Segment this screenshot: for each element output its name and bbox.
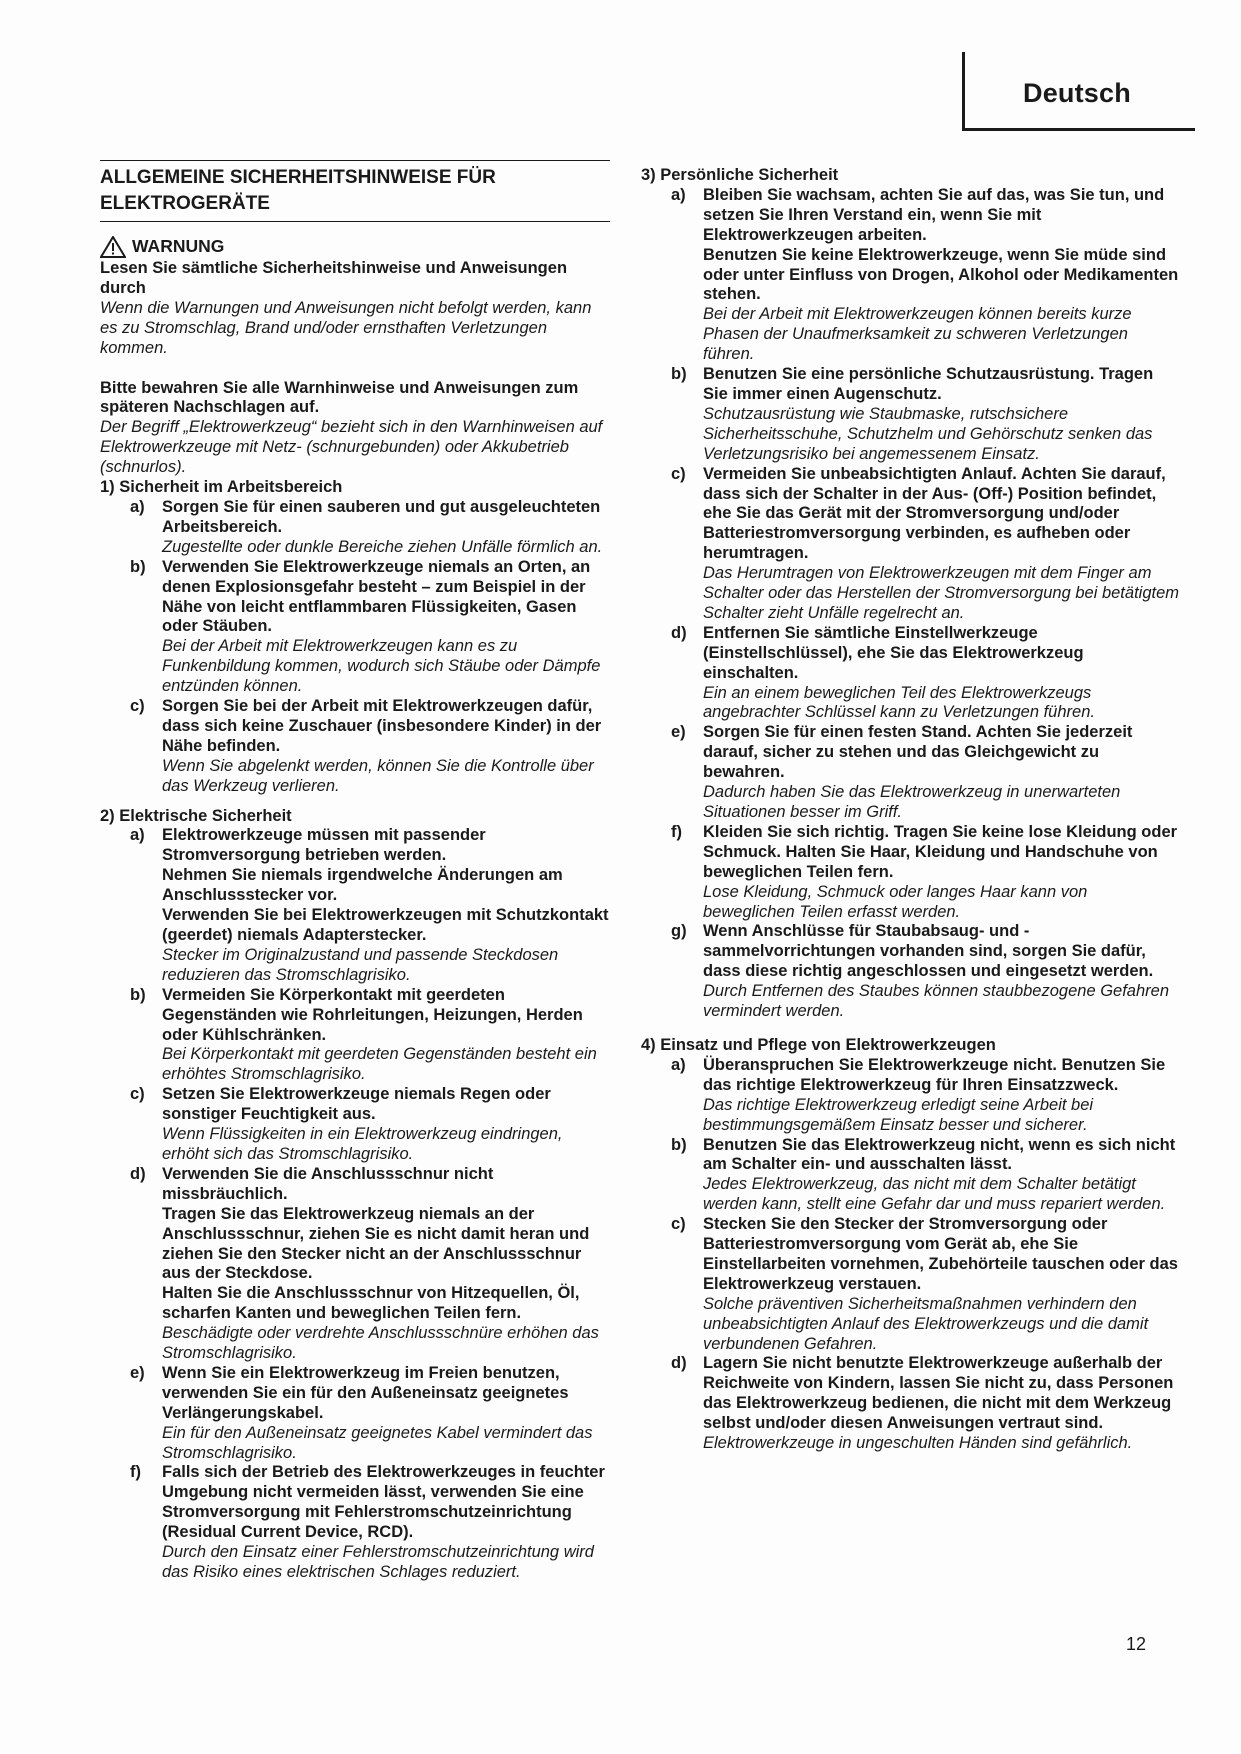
item-bold: Sorgen Sie für einen sauberen und gut ausgeleuchteten Arbeitsbereich. [162,497,601,536]
item-bold: Benutzen Sie eine persönliche Schutzausrüstung. Tragen Sie immer einen Augenschutz. [703,365,1154,403]
item-bold: Wenn Anschlüsse für Staubabsaug- und -sammelvorrichtungen vorhanden sind, sorgen Sie dafür, dass diese richtig angeschlossen und eingesetzt werden. [703,922,1154,981]
item-label: c) [671,464,686,483]
list-item [671,1354,1179,1454]
item-bold: Elektrowerkzeuge müssen mit passender Stromversorgung betrieben werden. [162,826,486,865]
item-italic: Das richtige Elektrowerkzeug erledigt seine Arbeit bei bestimmungsgemäßem Einsatz besser und sicherer. [703,1095,1094,1134]
item-bold: Überanspruchen Sie Elektrowerkzeuge nicht. Benutzen Sie das richtige Elektrowerkzeug für Ihren Einsatzzweck. [703,1055,1166,1094]
list-item [671,1215,1179,1354]
language-label: Deutsch [1023,78,1131,108]
item-label: b) [671,1135,687,1154]
item-bold: Wenn Sie ein Elektrowerkzeug im Freien benutzen, verwenden Sie ein für den Außeneinsatz geeignetes Verlängerungskabel. [162,1363,569,1422]
warning-triangle-icon [100,236,126,258]
title-line-1: ALLGEMEINE SICHERHEITSHINWEISE FÜR [100,167,496,188]
definition-text: Der Begriff „Elektrowerkzeug“ bezieht sich in den Warnhinweisen auf Elektrowerkzeuge mit Netz- (schnurgebunden) oder Akkubetrieb (schnurlos). [100,418,603,477]
item-label: d) [671,623,687,642]
item-italic: Wenn Flüssigkeiten in ein Elektrowerkzeug eindringen, erhöht sich das Stromschlagrisiko. [162,1125,563,1163]
item-bold: Entfernen Sie sämtliche Einstellwerkzeuge (Einstellschlüssel), ehe Sie das Elektrowerkzeug einschalten. [703,623,1084,682]
warning-label: WARNUNG [132,236,225,257]
item-label: d) [130,1164,146,1183]
item-label: c) [130,697,145,716]
item-label: b) [671,365,687,384]
item-bold-2: Benutzen Sie keine Elektrowerkzeuge, wenn Sie müde sind oder unter Einfluss von Drogen, Alkohol oder Medikamenten stehen. [703,245,1179,304]
right-column [641,166,1179,1454]
item-label: c) [130,1085,145,1104]
warning-italic-text: Wenn die Warnungen und Anweisungen nicht befolgt werden, kann es zu Stromschlag, Brand und/oder ernsthaften Verletzungen kommen. [100,298,592,357]
item-label: e) [130,1363,145,1382]
item-italic: Dadurch haben Sie das Elektrowerkzeug in unerwarteten Situationen besser im Griff. [703,783,1121,821]
item-bold-3: Verwenden Sie bei Elektrowerkzeugen mit Schutzkontakt (geerdet) niemals Adapterstecker. [162,906,609,944]
page-number: 12 [1126,1634,1147,1654]
item-bold: Benutzen Sie das Elektrowerkzeug nicht, wenn es sich nicht am Schalter ein- und ausschalten lässt. [703,1135,1176,1174]
list-item [671,365,1179,465]
item-italic: Stecker im Originalzustand und passende Steckdosen reduzieren das Stromschlagrisiko. [162,945,559,984]
list-item [671,922,1179,1022]
item-label: e) [671,723,686,742]
keep-instructions-text: Bitte bewahren Sie alle Warnhinweise und Anweisungen zum späteren Nachschlagen auf. [100,378,579,417]
item-bold: Stecken Sie den Stecker der Stromversorgung oder Batteriestromversorgung vom Gerät ab, ehe Sie Einstellarbeiten vornehmen, Zubehörteile tauschen oder das Elektrowerkzeug verstauen. [703,1215,1178,1293]
list-item [671,465,1179,624]
item-label: b) [130,985,146,1004]
item-bold: Verwenden Sie die Anschlussschnur nicht missbräuchlich. [162,1164,494,1203]
list-item [671,186,1179,365]
list-item [130,1364,610,1464]
item-bold-3: Halten Sie die Anschlussschnur von Hitzequellen, Öl, scharfen Kanten und beweglichen Teilen fern. [162,1284,580,1323]
item-label: f) [671,822,682,841]
list-item [130,697,610,797]
item-label: a) [130,497,145,516]
item-label: c) [671,1215,686,1234]
item-bold: Vermeiden Sie unbeabsichtigten Anlauf. Achten Sie darauf, dass sich der Schalter in der Aus- (Off-) Position befindet, ehe Sie das Gerät mit der Stromversorgung und/oder Batteriestromversorgung verbinden, es aufheben oder herumtragen. [703,464,1166,563]
item-italic: Beschädigte oder verdrehte Anschlussschnüre erhöhen das Stromschlagrisiko. [162,1324,599,1363]
list-item [671,1056,1179,1136]
list-item [130,498,610,558]
item-bold-2: Tragen Sie das Elektrowerkzeug niemals an der Anschlussschnur, ziehen Sie es nicht damit heran und ziehen Sie den Stecker nicht an der Anschlussschnur aus der Steckdose. [162,1204,590,1283]
list-item [130,1165,610,1364]
item-italic: Durch Entfernen des Staubes können staubbezogene Gefahren vermindert werden. [703,982,1169,1021]
list-item [130,1085,610,1165]
item-bold: Bleiben Sie wachsam, achten Sie auf das, was Sie tun, und setzen Sie Ihren Verstand ein, wenn Sie mit Elektrowerkzeugen arbeiten. [703,185,1165,244]
item-bold: Kleiden Sie sich richtig. Tragen Sie keine lose Kleidung oder Schmuck. Halten Sie Haar, Kleidung und Handschuhe von beweglichen Teilen fern. [703,822,1178,881]
item-label: g) [671,922,687,941]
title-line-2: ELEKTROGERÄTE [100,193,270,214]
section-3-title: 3) Persönliche Sicherheit [641,166,839,184]
item-italic: Bei der Arbeit mit Elektrowerkzeugen können bereits kurze Phasen der Unaufmerksamkeit zu schweren Verletzungen führen. [703,305,1132,364]
list-item [130,1463,610,1582]
item-italic: Elektrowerkzeuge in ungeschulten Händen sind gefährlich. [703,1434,1133,1453]
list-item [130,826,610,985]
warning-heading [100,236,610,258]
item-label: b) [130,557,146,576]
item-bold: Verwenden Sie Elektrowerkzeuge niemals an Orten, an denen Explosionsgefahr besteht – zum Beispiel in der Nähe von leicht entflammbaren Flüssigkeiten, Gasen oder Stäuben. [162,557,591,636]
item-italic: Ein für den Außeneinsatz geeignetes Kabel vermindert das Stromschlagrisiko. [162,1423,593,1462]
left-column [100,160,610,1583]
item-italic: Lose Kleidung, Schmuck oder langes Haar kann von beweglichen Teilen erfasst werden. [703,882,1088,921]
item-label: a) [130,826,145,845]
item-italic: Bei Körperkontakt mit geerdeten Gegenständen besteht ein erhöhtes Stromschlagrisiko. [162,1045,597,1084]
item-label: f) [130,1463,141,1482]
item-label: a) [671,1055,686,1074]
section-1-title: 1) Sicherheit im Arbeitsbereich [100,478,343,497]
item-bold: Setzen Sie Elektrowerkzeuge niemals Regen oder sonstiger Feuchtigkeit aus. [162,1085,551,1124]
item-italic: Jedes Elektrowerkzeug, das nicht mit dem Schalter betätigt werden kann, stellt eine Gefahr dar und muss repariert werden. [703,1175,1166,1214]
section-2-title: 2) Elektrische Sicherheit [100,806,292,825]
item-bold: Lagern Sie nicht benutzte Elektrowerkzeuge außerhalb der Reichweite von Kindern, lassen Sie nicht zu, dass Personen das Elektrowerkzeug bedienen, die nicht mit dem Werkzeug selbst und/oder diesen Anweisungen vertraut sind. [703,1354,1174,1433]
item-label: d) [671,1354,687,1373]
page-title [100,160,610,222]
list-item [671,624,1179,724]
item-bold: Vermeiden Sie Körperkontakt mit geerdeten Gegenständen wie Rohrleitungen, Heizungen, Herden oder Kühlschränken. [162,985,583,1044]
item-italic: Schutzausrüstung wie Staubmaske, rutschsichere Sicherheitsschuhe, Schutzhelm und Gehörschutz senken das Verletzungsrisiko bei angemessenem Einsatz. [703,404,1153,463]
item-italic: Solche präventiven Sicherheitsmaßnahmen verhindern den unbeabsichtigten Anlauf des Elektrowerkzeugs und die damit verbundenen Gefahren. [703,1294,1149,1353]
item-italic: Ein an einem beweglichen Teil des Elektrowerkzeugs angebrachter Schlüssel kann zu Verletzungen führen. [703,683,1095,722]
item-label: a) [671,185,686,204]
item-italic: Durch den Einsatz einer Fehlerstromschutzeinrichtung wird das Risiko eines elektrischen Schlages reduziert. [162,1543,594,1581]
item-bold: Falls sich der Betrieb des Elektrowerkzeuges in feuchter Umgebung nicht vermeiden lässt, verwenden Sie eine Stromversorgung mit Fehlerstromschutzeinrichtung (Residual Current Device, RCD). [162,1463,605,1542]
item-bold: Sorgen Sie bei der Arbeit mit Elektrowerkzeugen dafür, dass sich keine Zuschauer (insbesondere Kinder) in der Nähe befinden. [162,697,602,755]
item-italic: Das Herumtragen von Elektrowerkzeugen mit dem Finger am Schalter oder das Herstellen der Stromversorgung bei betätigtem Schalter zieht Unfälle regelrecht an. [703,564,1179,622]
item-italic: Bei der Arbeit mit Elektrowerkzeugen kann es zu Funkenbildung kommen, wodurch sich Stäube oder Dämpfe entzünden können. [162,637,601,696]
section-4-title: 4) Einsatz und Pflege von Elektrowerkzeugen [641,1035,996,1054]
list-item [671,723,1179,823]
item-bold: Sorgen Sie für einen festen Stand. Achten Sie jederzeit darauf, sicher zu stehen und das Gleichgewicht zu bewahren. [703,723,1133,782]
item-bold-2: Nehmen Sie niemals irgendwelche Änderungen am Anschlussstecker vor. [162,866,563,905]
list-item [671,1136,1179,1216]
item-italic: Zugestellte oder dunkle Bereiche ziehen Unfälle förmlich an. [162,537,603,556]
list-item [130,986,610,1086]
item-italic: Wenn Sie abgelenkt werden, können Sie die Kontrolle über das Werkzeug verlieren. [162,756,594,795]
list-item [671,823,1179,923]
list-item [130,558,610,697]
warning-bold-text: Lesen Sie sämtliche Sicherheitshinweise und Anweisungen durch [100,259,568,297]
